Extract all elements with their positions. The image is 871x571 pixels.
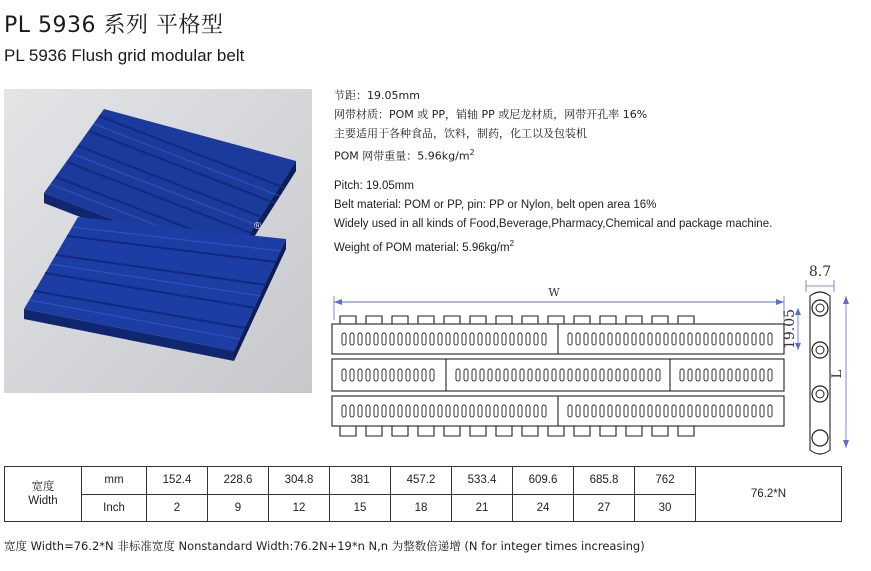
spec-block-en [334,177,774,258]
inch-value: 9 [208,494,269,522]
dim-width-label: W [548,286,560,299]
width-formula: 76.2*N [696,467,842,522]
mm-value: 533.4 [452,467,513,495]
unit-mm: mm [82,467,147,495]
mm-value: 304.8 [269,467,330,495]
width-size-table [4,466,842,522]
inch-value: 27 [574,494,635,522]
unit-inch: Inch [82,494,147,522]
page-title-cn: PL 5936 系列 平格型 [4,13,224,38]
dim-length-label: L [830,369,845,379]
table-row-mm [5,467,842,495]
belt-drawing [328,262,858,458]
watermark-mark: ® [254,221,262,232]
spec-material-cn: 网带材质：POM 或 PP，销轴 PP 或尼龙材质，网带开孔率 16% [334,108,648,121]
side-profile [782,264,849,454]
spec-weight-en [334,234,774,258]
technical-drawing [328,262,858,463]
spec-block-cn [334,86,647,166]
spec-weight-cn-sup: 2 [469,148,475,157]
spec-weight-cn [334,143,647,166]
mm-value: 685.8 [574,467,635,495]
inch-value: 24 [513,494,574,522]
dim-pitch-label: 19.05 [782,308,798,350]
spec-usage-en: Widely used in all kinds of Food,Beverage,Pharmacy,Chemical and package machine. [334,218,773,230]
spec-usage-cn: 主要适用于各种食品，饮料，制药，化工以及包装机 [334,127,587,140]
spec-pitch-en: Pitch: 19.05mm [334,180,414,192]
mm-value: 457.2 [391,467,452,495]
inch-value: 18 [391,494,452,522]
mm-value: 152.4 [147,467,208,495]
width-label-en: Width [28,495,58,507]
mm-value: 381 [330,467,391,495]
inch-value: 2 [147,494,208,522]
page-title-en: PL 5936 Flush grid modular belt [4,46,245,65]
mm-value: 609.6 [513,467,574,495]
mm-value: 228.6 [208,467,269,495]
width-footnote: 宽度 Width=76.2*N 非标准宽度 Nonstandard Width:76.2N+19*n N,n 为整数倍递增 (N for integer times increasing) [4,539,645,553]
dim-top-label: 8.7 [808,264,832,280]
spec-weight-cn-text: POM 网带重量：5.96kg/m [334,149,470,163]
width-label-cn: 宽度 [31,479,55,493]
inch-value: 30 [635,494,696,522]
product-photo [4,89,312,393]
spec-material-en: Belt material: POM or PP, pin: PP or Nylon, belt open area 16% [334,199,657,211]
inch-value: 15 [330,494,391,522]
width-label-cell [5,467,82,522]
spec-pitch-cn: 节距：19.05mm [334,89,420,102]
spec-weight-en-sup: 2 [509,239,515,248]
belt-image [4,89,312,393]
inch-value: 12 [269,494,330,522]
mm-value: 762 [635,467,696,495]
spec-weight-en-text: Weight of POM material: 5.96kg/m [334,241,510,254]
inch-value: 21 [452,494,513,522]
